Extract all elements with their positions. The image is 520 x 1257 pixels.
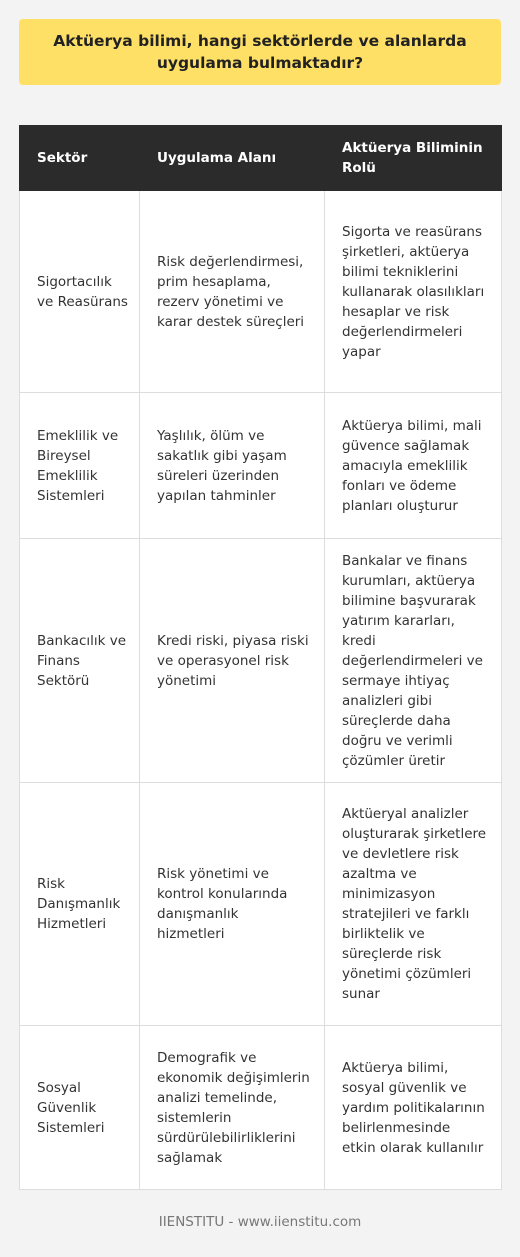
footer-credit: IIENSTITU - www.iienstitu.com xyxy=(158,1214,362,1230)
table-row xyxy=(20,393,502,539)
cell-sector: Sigortacılık ve Reasürans xyxy=(20,191,140,393)
table-row xyxy=(20,1026,502,1190)
table-row xyxy=(20,783,502,1026)
header-actuarial-role: Aktüerya Biliminin Rolü xyxy=(325,126,502,191)
sector-table xyxy=(19,125,502,1190)
cell-actuarial-role: Aktüerya bilimi, sosyal güvenlik ve yardım politikalarının belirlenmesinde etkin olarak kullanılır xyxy=(325,1026,502,1190)
cell-application-area: Risk yönetimi ve kontrol konularında danışmanlık hizmetleri xyxy=(140,783,325,1026)
cell-application-area: Kredi riski, piyasa riski ve operasyonel risk yönetimi xyxy=(140,539,325,783)
table-row xyxy=(20,539,502,783)
cell-actuarial-role: Sigorta ve reasürans şirketleri, aktüerya bilimi tekniklerini kullanarak olasılıkları hesaplar ve risk değerlendirmeleri yapar xyxy=(325,191,502,393)
cell-sector: Bankacılık ve Finans Sektörü xyxy=(20,539,140,783)
table-row xyxy=(20,191,502,393)
cell-actuarial-role: Aktüeryal analizler oluşturarak şirketlere ve devletlere risk azaltma ve minimizasyon stratejileri ve farklı birliktelik ve süreçlerde risk yönetimi çözümleri sunar xyxy=(325,783,502,1026)
cell-actuarial-role: Bankalar ve finans kurumları, aktüerya bilimine başvurarak yatırım kararları, kredi değerlendirmeleri ve sermaye ihtiyaç analizleri gibi süreçlerde daha doğru ve verimli çözümler üretir xyxy=(325,539,502,783)
cell-sector: Emeklilik ve Bireysel Emeklilik Sistemleri xyxy=(20,393,140,539)
cell-application-area: Yaşlılık, ölüm ve sakatlık gibi yaşam süreleri üzerinden yapılan tahminler xyxy=(140,393,325,539)
header-sector: Sektör xyxy=(20,126,140,191)
header-application-area: Uygulama Alanı xyxy=(140,126,325,191)
cell-actuarial-role: Aktüerya bilimi, mali güvence sağlamak amacıyla emeklilik fonları ve ödeme planları oluşturur xyxy=(325,393,502,539)
cell-application-area: Demografik ve ekonomik değişimlerin analizi temelinde, sistemlerin sürdürülebilirliklerini sağlamak xyxy=(140,1026,325,1190)
page-title: Aktüerya bilimi, hangi sektörlerde ve alanlarda uygulama bulmaktadır? xyxy=(53,32,467,72)
cell-sector: Sosyal Güvenlik Sistemleri xyxy=(20,1026,140,1190)
title-banner xyxy=(19,19,501,85)
cell-sector: Risk Danışmanlık Hizmetleri xyxy=(20,783,140,1026)
cell-application-area: Risk değerlendirmesi, prim hesaplama, rezerv yönetimi ve karar destek süreçleri xyxy=(140,191,325,393)
table-header-row xyxy=(20,126,502,191)
